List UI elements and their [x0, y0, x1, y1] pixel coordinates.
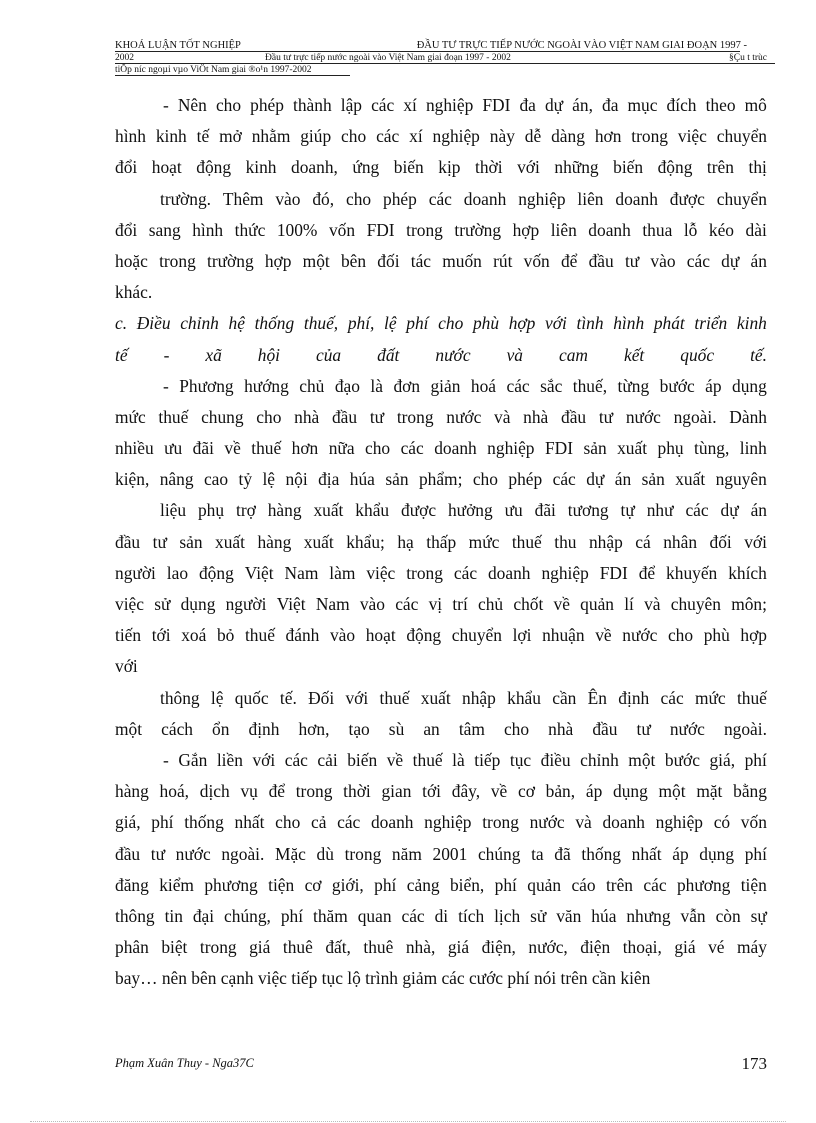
body-line: - Phương hướng chủ đạo là đơn giản hoá các sắc thuế, từng bước áp dụng — [163, 375, 767, 396]
body-line: thông lệ quốc tế. Đối với thuế xuất nhập khẩu cần Ên định các mức thuế — [160, 687, 767, 708]
body-line: với — [115, 656, 138, 677]
body-line: hình kinh tế mở nhằm giúp cho các xí nghiệp này dễ dàng hơn trong việc chuyển — [115, 126, 767, 147]
document-body — [115, 90, 767, 994]
body-line: hàng hoá, dịch vụ để trong thời gian tới đây, về cơ bản, áp dụng một mặt bằng — [115, 781, 767, 802]
body-line: đăng kiểm phương tiện cơ giới, phí cảng biển, phí quản cáo trên các phương tiện — [115, 874, 767, 895]
body-line: - Gắn liền với các cải biến về thuế là tiếp tục điều chỉnh một bước giá, phí — [163, 749, 767, 770]
body-line: giá, phí thống nhất cho cả các doanh nghiệp trong nước và doanh nghiệp có vốn — [115, 812, 767, 833]
body-line: hoặc trong trường hợp một bên đối tác muốn rút vốn để đầu tư vào các dự án — [115, 250, 767, 271]
body-line: đầu tư sản xuất hàng xuất khẩu; hạ thấp mức thuế thu nhập cá nhân đối với — [115, 531, 767, 552]
body-line: việc sử dụng người Việt Nam vào các vị trí chủ chốt về quản lí và chuyên môn; — [115, 594, 767, 614]
body-line: đổi sang hình thức 100% vốn FDI trong trường hợp liên doanh thua lỗ kéo dài — [115, 219, 767, 240]
body-line: trường. Thêm vào đó, cho phép các doanh nghiệp liên doanh được chuyển — [160, 188, 767, 209]
header-left: KHOÁ LUẬN TỐT NGHIỆP — [115, 40, 241, 51]
header-rule — [115, 75, 350, 76]
body-line: khác. — [115, 282, 153, 303]
body-line: - Nên cho phép thành lập các xí nghiệp FDI đa dự án, đa mục đích theo mô — [163, 95, 767, 115]
header-right: ĐẦU TƯ TRỰC TIẾP NƯỚC NGOÀI VÀO VIỆT NAM GIAI ĐOẠN 1997 - — [416, 40, 747, 51]
body-line: đầu tư nước ngoài. Mặc dù trong năm 2001 chúng ta đã thống nhất áp dụng phí — [115, 843, 767, 864]
body-line: kiện, nâng cao tỷ lệ nội địa húa sản phẩm; cho phép các dự án sản xuất nguyên — [115, 469, 767, 490]
page-footer — [115, 1054, 767, 1074]
header-year: 2002 — [115, 53, 134, 63]
footer-author: Phạm Xuân Thuy - Nga37C — [115, 1056, 254, 1070]
header-subtitle-garbled: §Çu t trùc — [729, 53, 767, 63]
header-subtitle: Đầu tư trực tiếp nước ngoài vào Việt Nam giai đoạn 1997 - 2002 — [265, 53, 511, 63]
body-line: một cách ổn định hơn, tạo sù an tâm cho nhà đầu tư nước ngoài. — [115, 718, 767, 739]
body-line: đổi hoạt động kinh doanh, ứng biến kịp thời với những biến động trên thị — [115, 157, 767, 178]
page-bottom-edge — [30, 1121, 786, 1122]
section-heading: c. Điều chỉnh hệ thống thuế, phí, lệ phí cho phù hợp với tình hình phát triển kinh — [115, 313, 767, 334]
body-line: liệu phụ trợ hàng xuất khẩu được hưởng ưu đãi tương tự như các dự án — [160, 500, 767, 521]
section-heading: tế - xã hội của đất nước và cam kết quốc tế. — [115, 344, 767, 365]
body-line: người lao động Việt Nam làm việc trong các doanh nghiệp FDI để khuyến khích — [115, 562, 767, 583]
header-line-3: tiÕp níc ngoµi vµo ViÖt Nam giai ®o¹n 1997-2002 — [115, 65, 312, 75]
body-line: nhiều ưu đãi về thuế hơn nữa cho các doanh nghiệp FDI sản xuất phụ tùng, linh — [115, 438, 767, 459]
body-line: phân biệt trong giá thuê đất, thuê nhà, giá điện, nước, điện thoại, giá vé máy — [115, 937, 767, 958]
page-number: 173 — [741, 1054, 767, 1073]
body-line: tiến tới xoá bỏ thuế đánh vào hoạt động chuyển lợi nhuận về nước cho phù hợp — [115, 625, 767, 646]
body-line: thông tin đại chúng, phí thăm quan các di tích lịch sử văn húa nhưng vẫn còn sự — [115, 905, 767, 926]
body-line: bay… nên bên cạnh việc tiếp tục lộ trình giảm các cước phí nói trên cần kiên — [115, 968, 651, 989]
body-line: mức thuế chung cho nhà đầu tư trong nước và nhà đầu tư nước ngoài. Dành — [115, 406, 767, 427]
